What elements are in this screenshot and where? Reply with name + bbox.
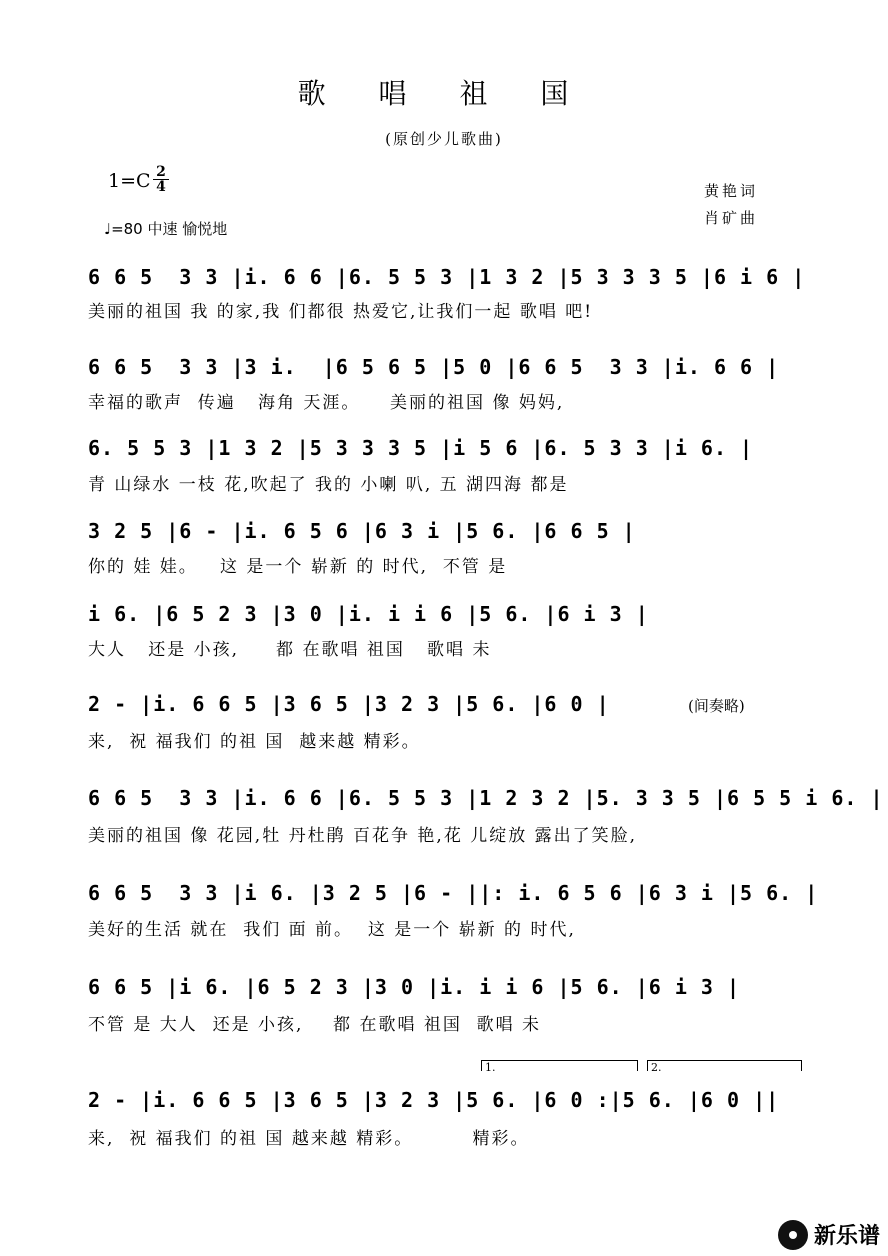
key-signature: 1=C (108, 170, 151, 192)
lyrics-line-10: 来, 祝 福我们 的祖 国 越来越 精彩。 精彩。 (88, 1129, 530, 1149)
lyrics-line-1: 美丽的祖国 我 的家,我 们都很 热爱它,让我们一起 歌唱 吧! (88, 302, 594, 322)
vinyl-record-icon (778, 1220, 808, 1250)
lyrics-line-2: 幸福的歌声 传遍 海角 天涯。 美丽的祖国 像 妈妈, (88, 393, 565, 413)
second-ending-bracket: 2. (647, 1060, 802, 1071)
lyrics-line-7: 美丽的祖国 像 花园,牡 丹杜鹃 百花争 艳,花 儿绽放 露出了笑脸, (88, 826, 638, 846)
notation-line-8: 6 6 5 3 3 |i 6. |3 2 5 |6 - ||: i. 6 5 6 |6 3 i |5 6. | (88, 881, 819, 905)
lyrics-line-4: 你的 娃 娃。 这 是一个 崭新 的 时代, 不管 是 (88, 557, 508, 577)
time-signature (153, 166, 169, 193)
lyrics-line-3: 青 山绿水 一枝 花,吹起了 我的 小喇 叭, 五 湖四海 都是 (88, 475, 569, 495)
lyrics-line-5: 大人 还是 小孩, 都 在歌唱 祖国 歌唱 未 (88, 640, 492, 660)
song-subtitle: (原创少儿歌曲) (385, 130, 503, 148)
tempo-marking: ♩=80 中速 愉悦地 (104, 220, 228, 238)
composer-credit: 肖矿曲 (704, 209, 759, 227)
interlude-note: (间奏略) (688, 697, 745, 715)
lyrics-line-8: 美好的生活 就在 我们 面 前。 这 是一个 崭新 的 时代, (88, 920, 576, 940)
notation-line-5: i 6. |6 5 2 3 |3 0 |i. i i 6 |5 6. |6 i 3 | (88, 602, 649, 626)
notation-line-9: 6 6 5 |i 6. |6 5 2 3 |3 0 |i. i i 6 |5 6. |6 i 3 | (88, 975, 741, 999)
lyrics-line-9: 不管 是 大人 还是 小孩, 都 在歌唱 祖国 歌唱 未 (88, 1015, 542, 1035)
time-signature-top: 2 (156, 164, 166, 180)
notation-line-1: 6 6 5 3 3 |i. 6 6 |6. 5 5 3 |1 3 2 |5 3 3 3 5 |6 i 6 | (88, 265, 806, 289)
first-ending-bracket: 1. (481, 1060, 638, 1071)
notation-line-2: 6 6 5 3 3 |3 i. |6 5 6 5 |5 0 |6 6 5 3 3 |i. 6 6 | (88, 355, 780, 379)
time-signature-bottom: 4 (156, 179, 166, 195)
lyricist-credit: 黄艳词 (704, 182, 759, 200)
notation-line-7: 6 6 5 3 3 |i. 6 6 |6. 5 5 3 |1 2 3 2 |5. 3 3 5 |6 5 5 i 6. | (88, 786, 884, 810)
site-logo (778, 1219, 880, 1250)
song-title: 歌 唱 祖 国 (297, 77, 591, 110)
notation-line-4: 3 2 5 |6 - |i. 6 5 6 |6 3 i |5 6. |6 6 5 | (88, 519, 636, 543)
notation-line-3: 6. 5 5 3 |1 3 2 |5 3 3 3 5 |i 5 6 |6. 5 3 3 |i 6. | (88, 436, 754, 460)
watermark-text: 新乐谱 (813, 1224, 880, 1249)
notation-line-10: 2 - |i. 6 6 5 |3 6 5 |3 2 3 |5 6. |6 0 :|5 6. |6 0 || (88, 1088, 780, 1112)
lyrics-line-6: 来, 祝 福我们 的祖 国 越来越 精彩。 (88, 732, 421, 752)
notation-line-6: 2 - |i. 6 6 5 |3 6 5 |3 2 3 |5 6. |6 0 | (88, 692, 610, 716)
